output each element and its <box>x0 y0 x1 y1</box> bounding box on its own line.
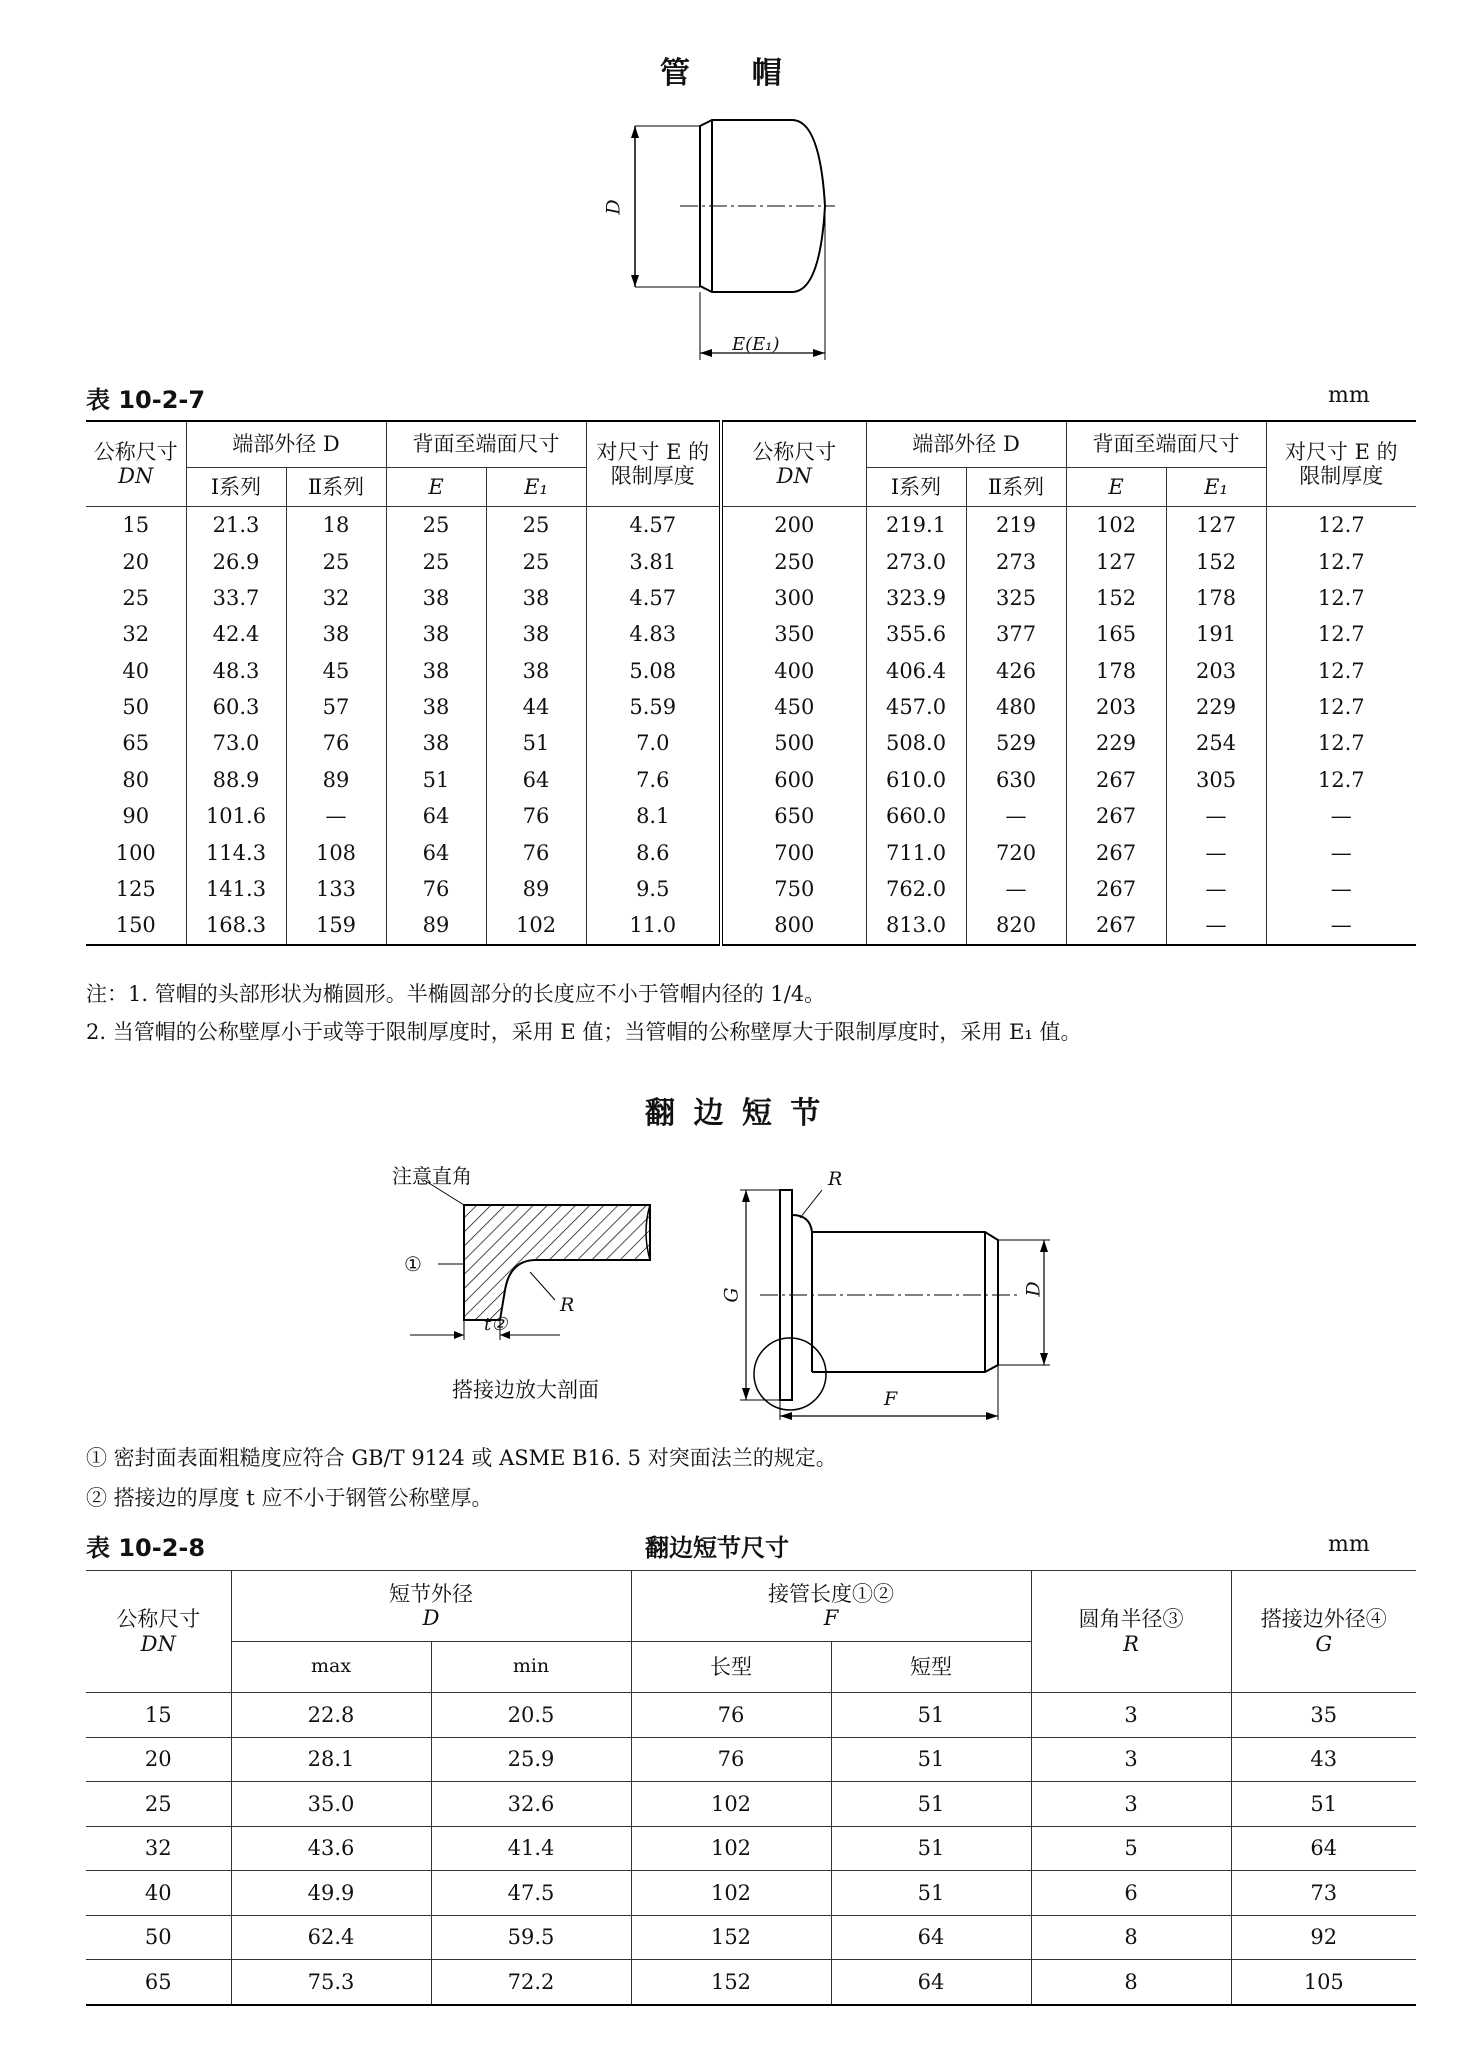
table-cell: — <box>1166 871 1266 907</box>
t8-header-long: 长型 <box>631 1642 831 1693</box>
header-e-group: 背面至端面尺寸 <box>386 421 586 468</box>
table-cell: 100 <box>115 840 156 865</box>
r-label-left: R <box>560 1294 575 1316</box>
table-label-10-2-8: 表 10-2-8 <box>86 1534 206 1562</box>
table-cell: 267 <box>1066 798 1166 834</box>
table-cell: — <box>1266 907 1416 944</box>
table-cell: 152 <box>631 1915 831 1960</box>
table-cell: 141.3 <box>186 871 286 907</box>
table-cell: 12.7 <box>1266 762 1416 798</box>
table-cell: 750 <box>721 871 866 907</box>
table-cell: 127 <box>1066 543 1166 579</box>
header-e-right: E <box>1066 468 1166 507</box>
t8-header-g: 搭接边外径④ G <box>1231 1571 1416 1693</box>
table-cell: 8 <box>1031 1960 1231 2005</box>
table-cell: 40 <box>86 1871 231 1916</box>
table-cell: 168.3 <box>186 907 286 944</box>
table-row <box>86 653 1416 689</box>
table-cell: 457.0 <box>866 689 966 725</box>
table-cell: 267 <box>1066 835 1166 871</box>
table-cell: 273 <box>966 543 1066 579</box>
header-series-2: Ⅱ系列 <box>286 468 386 507</box>
table-cell: 267 <box>1066 907 1166 944</box>
footnote-1: ① 密封面表面粗糙度应符合 GB/T 9124 或 ASME B16. 5 对突面法兰的规定。 <box>86 1446 837 1470</box>
table-cell: 42.4 <box>186 616 286 652</box>
table-cell: 25 <box>386 543 486 579</box>
table-cell: 65 <box>86 1960 231 2005</box>
table-cell: 76 <box>386 871 486 907</box>
section-title-pipe-cap: 管 帽 <box>660 56 786 91</box>
table-cell: — <box>966 871 1066 907</box>
table-cell: 350 <box>721 616 866 652</box>
table-cell: 89 <box>386 907 486 944</box>
table-cell: 12.7 <box>1266 689 1416 725</box>
header-limit: 对尺寸 E 的 限制厚度 <box>586 421 721 507</box>
table-cell: 15 <box>86 507 186 544</box>
table-cell: 4.83 <box>586 616 721 652</box>
table-cell: 64 <box>1231 1826 1416 1871</box>
t8-header-short: 短型 <box>831 1642 1031 1693</box>
t8-header-dn: 公称尺寸 DN <box>86 1571 231 1693</box>
table-cell: 178 <box>1066 653 1166 689</box>
table-cell: 203 <box>1066 689 1166 725</box>
table-cell: 38 <box>386 725 486 761</box>
table-label-10-2-7: 表 10-2-7 <box>86 386 206 414</box>
table-cell: 5.08 <box>586 653 721 689</box>
table-cell: 400 <box>721 653 866 689</box>
t8-header-d: 短节外径 D <box>231 1571 631 1642</box>
table-cell: 89 <box>286 762 386 798</box>
table-cell: — <box>1266 871 1416 907</box>
table-cell: 64 <box>831 1915 1031 1960</box>
table-cell: 133 <box>286 871 386 907</box>
dim-label-e: E(E₁) <box>732 334 780 355</box>
table-cell: — <box>1266 835 1416 871</box>
table-cell: 813.0 <box>866 907 966 944</box>
table-cell: 12.7 <box>1266 653 1416 689</box>
table-cell: 355.6 <box>866 616 966 652</box>
table-cell: 8.6 <box>586 835 721 871</box>
table-cell: 38 <box>386 616 486 652</box>
table-row <box>86 798 1416 834</box>
table-row <box>86 689 1416 725</box>
table-cell: 47.5 <box>431 1871 631 1916</box>
table-cell: 38 <box>386 689 486 725</box>
table-row <box>86 762 1416 798</box>
table-cell: 25 <box>286 543 386 579</box>
table-cell: 80 <box>122 767 150 792</box>
table-cell: 711.0 <box>866 835 966 871</box>
table-cell: 92 <box>1231 1915 1416 1960</box>
table-cell: 12.7 <box>1266 725 1416 761</box>
table-cell: 32 <box>86 1826 231 1871</box>
f-label: F <box>884 1388 898 1410</box>
table-cell: 529 <box>966 725 1066 761</box>
table-cell: 64 <box>386 798 486 834</box>
table-row <box>86 543 1416 579</box>
table-cell: 51 <box>831 1737 1031 1782</box>
header-series-1-right: Ⅰ系列 <box>866 468 966 507</box>
table-cell: 43 <box>1231 1737 1416 1782</box>
t8-header-min: min <box>431 1642 631 1693</box>
d-label-stub: D <box>1022 1281 1045 1297</box>
table-cell: 38 <box>486 580 586 616</box>
table-cell: 219 <box>966 507 1066 544</box>
table-cell: 7.0 <box>586 725 721 761</box>
r-label-right: R <box>828 1168 843 1190</box>
table-cell: 480 <box>966 689 1066 725</box>
table-cell: 64 <box>831 1960 1031 2005</box>
table-cell: 426 <box>966 653 1066 689</box>
pipe-cap-table <box>86 420 1416 946</box>
table-cell: 200 <box>721 507 866 544</box>
table-cell: 323.9 <box>866 580 966 616</box>
table-cell: 73 <box>1231 1871 1416 1916</box>
header-e1-right: E₁ <box>1166 468 1266 507</box>
table-cell: 40 <box>122 658 150 683</box>
table-cell: 32.6 <box>431 1782 631 1827</box>
footnote-2: ② 搭接边的厚度 t 应不小于钢管公称壁厚。 <box>86 1486 493 1510</box>
header-limit-right: 对尺寸 E 的 限制厚度 <box>1266 421 1416 507</box>
table-cell: 508.0 <box>866 725 966 761</box>
table-row <box>86 871 1416 907</box>
table-cell: 229 <box>1066 725 1166 761</box>
table-cell: 267 <box>1066 871 1166 907</box>
table-cell: 500 <box>721 725 866 761</box>
table-cell: 150 <box>86 907 186 944</box>
table-cell: 25 <box>386 507 486 544</box>
table-cell: 105 <box>1231 1960 1416 2005</box>
table-cell: 720 <box>966 835 1066 871</box>
table-cell: 51 <box>831 1826 1031 1871</box>
table-row <box>86 907 1416 944</box>
table-cell: 15 <box>86 1693 231 1738</box>
pipe-cap-diagram <box>600 110 860 370</box>
table-cell: 660.0 <box>866 798 966 834</box>
table-cell: 25.9 <box>431 1737 631 1782</box>
t8-header-f: 接管长度①② F <box>631 1571 1031 1642</box>
table-cell: 7.6 <box>586 762 721 798</box>
table-row <box>86 616 1416 652</box>
table-row <box>86 1826 1416 1871</box>
table-cell: 125 <box>115 877 156 902</box>
table-cell: 49.9 <box>231 1871 431 1916</box>
table-cell: 25 <box>486 543 586 579</box>
table-cell: 45 <box>286 653 386 689</box>
table-cell: — <box>286 798 386 834</box>
table-cell: 3 <box>1031 1737 1231 1782</box>
table-cell: 191 <box>1166 616 1266 652</box>
table-cell: 88.9 <box>186 762 286 798</box>
table-cell: 11.0 <box>586 907 721 944</box>
table-cell: — <box>1266 798 1416 834</box>
table-cell: 3 <box>1031 1693 1231 1738</box>
header-e: E <box>386 468 486 507</box>
table-cell: 3.81 <box>586 543 721 579</box>
table-cell: 51 <box>386 762 486 798</box>
table-cell: 76 <box>486 798 586 834</box>
table-cell: 32 <box>122 622 150 647</box>
table-cell: 33.7 <box>186 580 286 616</box>
table-cell: 51 <box>831 1693 1031 1738</box>
table-cell: 43.6 <box>231 1826 431 1871</box>
table-cell: 28.1 <box>231 1737 431 1782</box>
table-cell: 152 <box>1166 543 1266 579</box>
table-cell: 8 <box>1031 1915 1231 1960</box>
table-cell: 59.5 <box>431 1915 631 1960</box>
table-cell: — <box>1166 798 1266 834</box>
table-cell: 20.5 <box>431 1693 631 1738</box>
table-cell: 377 <box>966 616 1066 652</box>
table-cell: 38 <box>486 653 586 689</box>
table-cell: 820 <box>966 907 1066 944</box>
header-e-group-right: 背面至端面尺寸 <box>1066 421 1266 468</box>
table-cell: 152 <box>631 1960 831 2005</box>
table-cell: 165 <box>1066 616 1166 652</box>
table-row <box>86 580 1416 616</box>
table-cell: 20 <box>122 549 150 574</box>
table-row <box>86 725 1416 761</box>
note-2: 2. 当管帽的公称壁厚小于或等于限制厚度时，采用 E 值；当管帽的公称壁厚大于限制厚度时，采用 E₁ 值。 <box>86 1020 1082 1044</box>
table-cell: 65 <box>122 731 150 756</box>
table-cell: 800 <box>721 907 866 944</box>
t-label: t② <box>484 1314 508 1335</box>
table-cell: 12.7 <box>1266 543 1416 579</box>
table-cell: 51 <box>831 1782 1031 1827</box>
table-cell: 21.3 <box>186 507 286 544</box>
table-cell: 72.2 <box>431 1960 631 2005</box>
table-cell: — <box>1166 835 1266 871</box>
table-cell: 250 <box>721 543 866 579</box>
table-cell: 108 <box>286 835 386 871</box>
table-cell: 25 <box>486 507 586 544</box>
table-cell: 22.8 <box>231 1693 431 1738</box>
table-cell: 9.5 <box>586 871 721 907</box>
table-cell: 64 <box>486 762 586 798</box>
stub-end-table <box>86 1570 1416 2006</box>
g-label: G <box>720 1287 743 1303</box>
table-cell: 102 <box>631 1826 831 1871</box>
table-cell: 273.0 <box>866 543 966 579</box>
table-cell: 64 <box>386 835 486 871</box>
table-cell: 76 <box>486 835 586 871</box>
table-cell: 41.4 <box>431 1826 631 1871</box>
table-cell: 38 <box>386 653 486 689</box>
table-cell: 51 <box>831 1871 1031 1916</box>
table-cell: 12.7 <box>1266 616 1416 652</box>
table-cell: 12.7 <box>1266 507 1416 544</box>
table-row <box>86 1782 1416 1827</box>
table-row <box>86 1871 1416 1916</box>
table-cell: 300 <box>721 580 866 616</box>
table-cell: 5.59 <box>586 689 721 725</box>
table-cell: 51 <box>486 725 586 761</box>
table-cell: 38 <box>286 616 386 652</box>
table-cell: 38 <box>386 580 486 616</box>
table-cell: 600 <box>721 762 866 798</box>
table-cell: 51 <box>1231 1782 1416 1827</box>
table-cell: — <box>1166 907 1266 944</box>
table-cell: 4.57 <box>586 580 721 616</box>
table-cell: 6 <box>1031 1871 1231 1916</box>
table-cell: 26.9 <box>186 543 286 579</box>
table-cell: 60.3 <box>186 689 286 725</box>
table-row <box>86 1693 1416 1738</box>
table-cell: — <box>966 798 1066 834</box>
table-row <box>86 835 1416 871</box>
table-cell: 35 <box>1231 1693 1416 1738</box>
table-cell: 75.3 <box>231 1960 431 2005</box>
table-cell: 450 <box>721 689 866 725</box>
table-cell: 8.1 <box>586 798 721 834</box>
table-cell: 73.0 <box>186 725 286 761</box>
table-cell: 90 <box>122 804 150 829</box>
table-cell: 152 <box>1066 580 1166 616</box>
table-cell: 48.3 <box>186 653 286 689</box>
table-cell: 305 <box>1166 762 1266 798</box>
table-cell: 700 <box>721 835 866 871</box>
note-1: 注：1. 管帽的头部形状为椭圆形。半椭圆部分的长度应不小于管帽内径的 1/4。 <box>86 982 826 1006</box>
table-cell: 44 <box>486 689 586 725</box>
table-cell: 20 <box>86 1737 231 1782</box>
table-cell: 3 <box>1031 1782 1231 1827</box>
table-unit: mm <box>1328 383 1370 408</box>
table-cell: 650 <box>721 798 866 834</box>
table-cell: 5 <box>1031 1826 1231 1871</box>
table-cell: 102 <box>1066 507 1166 544</box>
table-cell: 254 <box>1166 725 1266 761</box>
dim-label-d: D <box>602 199 625 215</box>
table-cell: 12.7 <box>1266 580 1416 616</box>
table-cell: 114.3 <box>186 835 286 871</box>
t8-header-max: max <box>231 1642 431 1693</box>
table-unit-2: mm <box>1328 1532 1370 1557</box>
table-cell: 101.6 <box>186 798 286 834</box>
table-title-10-2-8: 翻边短节尺寸 <box>645 1534 789 1562</box>
table-cell: 57 <box>286 689 386 725</box>
header-dn-right: 公称尺寸 DN <box>721 421 866 507</box>
table-cell: 32 <box>286 580 386 616</box>
table-cell: 76 <box>631 1737 831 1782</box>
header-d: 端部外径 D <box>186 421 386 468</box>
table-cell: 38 <box>486 616 586 652</box>
table-cell: 76 <box>286 725 386 761</box>
header-series-1: Ⅰ系列 <box>186 468 286 507</box>
t8-header-r: 圆角半径③ R <box>1031 1571 1231 1693</box>
table-cell: 127 <box>1166 507 1266 544</box>
table-cell: 18 <box>286 507 386 544</box>
table-cell: 325 <box>966 580 1066 616</box>
lap-section-diagram <box>380 1160 700 1370</box>
header-dn: 公称尺寸 DN <box>86 421 186 507</box>
table-row <box>86 1915 1416 1960</box>
table-cell: 630 <box>966 762 1066 798</box>
header-series-2-right: Ⅱ系列 <box>966 468 1066 507</box>
table-cell: 102 <box>631 1871 831 1916</box>
header-d-right: 端部外径 D <box>866 421 1066 468</box>
header-e1: E₁ <box>486 468 586 507</box>
table-cell: 102 <box>486 907 586 944</box>
table-cell: 76 <box>631 1693 831 1738</box>
circle-1-mark: ① <box>404 1252 422 1276</box>
table-cell: 229 <box>1166 689 1266 725</box>
table-cell: 35.0 <box>231 1782 431 1827</box>
table-cell: 25 <box>122 585 150 610</box>
table-row <box>86 1737 1416 1782</box>
corner-note: 注意直角 <box>392 1164 472 1188</box>
table-cell: 62.4 <box>231 1915 431 1960</box>
table-cell: 203 <box>1166 653 1266 689</box>
table-row <box>86 507 1416 544</box>
section-caption: 搭接边放大剖面 <box>452 1378 599 1402</box>
table-cell: 267 <box>1066 762 1166 798</box>
table-cell: 610.0 <box>866 762 966 798</box>
table-cell: 159 <box>286 907 386 944</box>
table-cell: 25 <box>86 1782 231 1827</box>
table-cell: 4.57 <box>586 507 721 544</box>
section-title-stub-end: 翻 边 短 节 <box>645 1096 825 1131</box>
table-cell: 89 <box>486 871 586 907</box>
table-cell: 50 <box>86 1915 231 1960</box>
table-cell: 762.0 <box>866 871 966 907</box>
table-cell: 406.4 <box>866 653 966 689</box>
table-row <box>86 1960 1416 2005</box>
table-cell: 102 <box>631 1782 831 1827</box>
table-cell: 178 <box>1166 580 1266 616</box>
table-cell: 219.1 <box>866 507 966 544</box>
table-cell: 50 <box>122 695 150 720</box>
